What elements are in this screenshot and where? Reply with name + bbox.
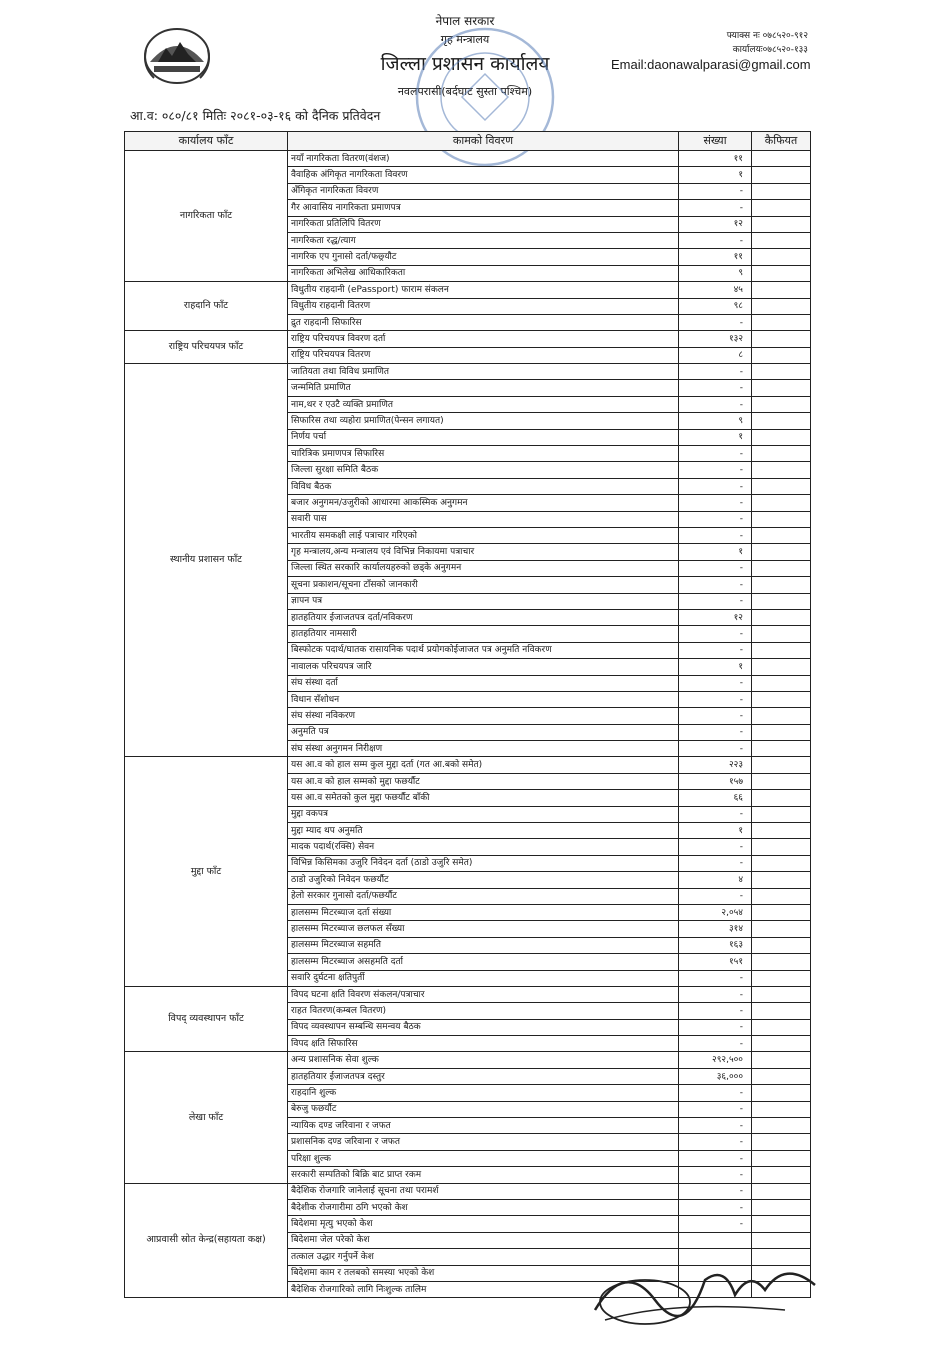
- row-count: ४५: [679, 282, 752, 298]
- row-count: -: [679, 855, 752, 871]
- office-name: जिल्ला प्रशासन कार्यालय: [380, 53, 550, 75]
- row-description: यस आ.व को हाल सम्मको मुद्दा फछर्यौट: [288, 773, 679, 789]
- row-description: बिदेशमा मृत्यु भएको केश: [288, 1216, 679, 1232]
- table-row: [125, 1183, 811, 1199]
- row-remarks: [752, 577, 811, 593]
- row-description: सूचना प्रकाशन/सूचना टाँसको जानकारी: [288, 577, 679, 593]
- row-count: १२: [679, 609, 752, 625]
- row-remarks: [752, 921, 811, 937]
- row-description: मुद्दा वकपत्र: [288, 806, 679, 822]
- ministry-name: गृह मन्त्रालय: [440, 33, 490, 46]
- row-description: बैदेशिक रोजगारि जानेलाई सूचना तथा परामर्श: [288, 1183, 679, 1199]
- row-count: -: [679, 1101, 752, 1117]
- row-description: सवारी पास: [288, 511, 679, 527]
- row-count: ३६,०००: [679, 1068, 752, 1084]
- fax-number: फ्याक्स नः ०७८५२०-९१२: [726, 31, 808, 41]
- nepal-emblem-icon: [140, 22, 214, 86]
- row-remarks: [752, 642, 811, 658]
- row-description: राष्ट्रिय परिचयपत्र विवरण दर्ता: [288, 331, 679, 347]
- row-description: तत्काल उद्धार गर्नुपर्ने केश: [288, 1249, 679, 1265]
- row-remarks: [752, 183, 811, 199]
- row-count: -: [679, 396, 752, 412]
- table-row: [125, 364, 811, 380]
- row-description: विपद व्यवस्थापन सम्बन्धि समन्वय बैठक: [288, 1019, 679, 1035]
- row-remarks: [752, 872, 811, 888]
- row-remarks: [752, 1200, 811, 1216]
- row-description: बेरुजु फछर्यौट: [288, 1101, 679, 1117]
- row-description: बजार अनुगमन/उजुरीको आधारमा आकस्मिक अनुगमन: [288, 495, 679, 511]
- row-count: -: [679, 806, 752, 822]
- row-description: संघ संस्था नविकरण: [288, 708, 679, 724]
- row-remarks: [752, 855, 811, 871]
- row-count: -: [679, 577, 752, 593]
- row-description: विधान सँशोधन: [288, 691, 679, 707]
- row-description: बिदेशमा काम र तलबको समस्या भएको केश: [288, 1265, 679, 1281]
- row-count: २२३: [679, 757, 752, 773]
- row-count: १६३: [679, 937, 752, 953]
- row-remarks: [752, 986, 811, 1002]
- row-description: मुद्दा म्याद थप अनुमति: [288, 823, 679, 839]
- row-remarks: [752, 560, 811, 576]
- row-count: १२: [679, 216, 752, 232]
- row-remarks: [752, 429, 811, 445]
- row-description: निर्णय पर्चा: [288, 429, 679, 445]
- row-description: विधुतीय राहदानी (ePassport) फाराम संकलन: [288, 282, 679, 298]
- row-remarks: [752, 839, 811, 855]
- row-remarks: [752, 314, 811, 330]
- row-remarks: [752, 200, 811, 216]
- row-count: १५१: [679, 954, 752, 970]
- row-remarks: [752, 331, 811, 347]
- row-description: राष्ट्रिय परिचयपत्र वितरण: [288, 347, 679, 363]
- row-description: नावालक परिचयपत्र जारि: [288, 659, 679, 675]
- row-description: अँगिकृत नागरिकता विवरण: [288, 183, 679, 199]
- row-description: जिल्ला स्थित सरकारि कार्यालयहरुको छड्के अनुगमन: [288, 560, 679, 576]
- row-description: नागरिकता रद्ध/त्याग: [288, 232, 679, 248]
- row-count: -: [679, 691, 752, 707]
- row-remarks: [752, 462, 811, 478]
- row-count: -: [679, 380, 752, 396]
- row-remarks: [752, 1183, 811, 1199]
- row-count: ११: [679, 249, 752, 265]
- table-row: [125, 757, 811, 773]
- table-header-row: [125, 132, 811, 151]
- row-remarks: [752, 904, 811, 920]
- row-count: -: [679, 183, 752, 199]
- row-count: -: [679, 1200, 752, 1216]
- section-name: स्थानीय प्रशासन फाँट: [125, 364, 288, 757]
- row-remarks: [752, 1101, 811, 1117]
- row-remarks: [752, 495, 811, 511]
- report-title: आ.व: ०८०/८१ मितिः २०८१-०३-१६ को दैनिक प्रतिवेदन: [130, 108, 381, 123]
- row-remarks: [752, 396, 811, 412]
- row-description: प्रशासनिक दण्ड जरिवाना र जफत: [288, 1134, 679, 1150]
- row-count: -: [679, 839, 752, 855]
- row-count: -: [679, 642, 752, 658]
- row-description: राहदानि शुल्क: [288, 1085, 679, 1101]
- row-description: हालसम्म मिटरब्याज असहमति दर्ता: [288, 954, 679, 970]
- row-count: -: [679, 1216, 752, 1232]
- row-count: -: [679, 1118, 752, 1134]
- row-description: हातहतियार नामसारी: [288, 626, 679, 642]
- row-remarks: [752, 282, 811, 298]
- row-count: ९: [679, 413, 752, 429]
- row-description: न्यायिक दण्ड जरिवाना र जफत: [288, 1118, 679, 1134]
- row-remarks: [752, 609, 811, 625]
- section-name: नागरिकता फाँट: [125, 151, 288, 282]
- row-description: अनुमति पत्र: [288, 724, 679, 740]
- row-description: मादक पदार्थ(रक्सि) सेवन: [288, 839, 679, 855]
- row-remarks: [752, 741, 811, 757]
- row-count: -: [679, 1167, 752, 1183]
- row-count: -: [679, 495, 752, 511]
- row-count: -: [679, 560, 752, 576]
- row-remarks: [752, 1134, 811, 1150]
- row-remarks: [752, 151, 811, 167]
- row-count: -: [679, 1019, 752, 1035]
- row-count: ९: [679, 265, 752, 281]
- office-location: नवलपरासी(बर्दघाट सुस्ता पश्चिम): [397, 85, 533, 98]
- row-count: १: [679, 823, 752, 839]
- row-count: -: [679, 741, 752, 757]
- row-description: बिस्फोटक पदार्थ/घातक रासायनिक पदार्थ प्रयोगकोईजाजत पत्र अनुमति नविकरण: [288, 642, 679, 658]
- header-section: कार्यालय फाँट: [125, 132, 288, 151]
- office-phone: कार्यालयः०७८५२०-१३३: [732, 45, 808, 55]
- row-description: जातियता तथा विविध प्रमाणित: [288, 364, 679, 380]
- row-count: -: [679, 232, 752, 248]
- table-row: [125, 1052, 811, 1068]
- row-remarks: [752, 265, 811, 281]
- row-description: विपद क्षति सिफारिस: [288, 1036, 679, 1052]
- row-remarks: [752, 970, 811, 986]
- row-remarks: [752, 708, 811, 724]
- row-count: -: [679, 593, 752, 609]
- row-remarks: [752, 1019, 811, 1035]
- row-description: द्रुत राहदानी सिफारिस: [288, 314, 679, 330]
- row-count: -: [679, 1085, 752, 1101]
- row-description: हेलो सरकार गुनासो दर्ता/फछर्यौट: [288, 888, 679, 904]
- row-count: १: [679, 429, 752, 445]
- table-row: [125, 151, 811, 167]
- row-remarks: [752, 1052, 811, 1068]
- section-name: राष्ट्रिय परिचयपत्र फाँट: [125, 331, 288, 364]
- row-count: -: [679, 314, 752, 330]
- row-remarks: [752, 1036, 811, 1052]
- row-count: १५७: [679, 773, 752, 789]
- row-description: सिफारिस तथा व्यहोरा प्रमाणित(पेन्सन लगायत): [288, 413, 679, 429]
- row-remarks: [752, 806, 811, 822]
- row-remarks: [752, 1068, 811, 1084]
- row-count: १: [679, 544, 752, 560]
- table-row: [125, 986, 811, 1002]
- row-count: २,०५४: [679, 904, 752, 920]
- row-description: नागरिक एप गुनासो दर्ता/फछ्र्यौट: [288, 249, 679, 265]
- section-name: लेखा फाँट: [125, 1052, 288, 1183]
- row-remarks: [752, 527, 811, 543]
- row-description: संघ संस्था अनुगमन निरीक्षण: [288, 741, 679, 757]
- row-remarks: [752, 298, 811, 314]
- section-name: राहदानि फाँट: [125, 282, 288, 331]
- office-email: Email:daonawalparasi@gmail.com: [611, 57, 811, 72]
- row-remarks: [752, 167, 811, 183]
- row-description: हातहतियार ईजाजतपत्र दर्ता/नविकरण: [288, 609, 679, 625]
- row-description: सवारि दुर्घटना क्षतिपुर्ती: [288, 970, 679, 986]
- row-remarks: [752, 1216, 811, 1232]
- row-description: विधुतीय राहदानी वितरण: [288, 298, 679, 314]
- row-remarks: [752, 773, 811, 789]
- government-name: नेपाल सरकार: [435, 14, 495, 28]
- row-remarks: [752, 446, 811, 462]
- row-description: हालसम्म मिटरब्याज दर्ता संख्या: [288, 904, 679, 920]
- row-remarks: [752, 937, 811, 953]
- row-remarks: [752, 626, 811, 642]
- header-description: कामको विवरण: [288, 132, 679, 151]
- row-remarks: [752, 232, 811, 248]
- row-description: परिक्षा शुल्क: [288, 1150, 679, 1166]
- row-remarks: [752, 544, 811, 560]
- row-remarks: [752, 1150, 811, 1166]
- row-remarks: [752, 790, 811, 806]
- row-description: जिल्ला सुरक्षा समिति बैठक: [288, 462, 679, 478]
- row-description: भारतीय समकक्षी लाई पत्राचार गरिएको: [288, 527, 679, 543]
- row-count: १: [679, 659, 752, 675]
- table-row: [125, 331, 811, 347]
- row-count: -: [679, 675, 752, 691]
- header-remarks: कैफियत: [752, 132, 811, 151]
- signature-icon: [585, 1240, 825, 1340]
- row-count: ४: [679, 872, 752, 888]
- row-description: हातहतियार ईजाजतपत्र दस्तुर: [288, 1068, 679, 1084]
- row-count: १: [679, 167, 752, 183]
- row-description: विपद घटना क्षति विवरण संकलन/पत्राचार: [288, 986, 679, 1002]
- row-description: बैदेशीक रोजगारीमा ठगि भएको केश: [288, 1200, 679, 1216]
- row-remarks: [752, 888, 811, 904]
- row-description: ज्ञापन पत्र: [288, 593, 679, 609]
- row-description: विविध बैठक: [288, 478, 679, 494]
- row-count: -: [679, 364, 752, 380]
- row-remarks: [752, 216, 811, 232]
- row-count: -: [679, 888, 752, 904]
- row-description: वैवाहिक अंगिकृत नागरिकता विवरण: [288, 167, 679, 183]
- daily-report-table: [124, 131, 811, 1298]
- row-remarks: [752, 954, 811, 970]
- row-remarks: [752, 675, 811, 691]
- row-remarks: [752, 1085, 811, 1101]
- row-count: -: [679, 446, 752, 462]
- row-count: -: [679, 626, 752, 642]
- row-count: -: [679, 462, 752, 478]
- row-count: -: [679, 200, 752, 216]
- row-count: -: [679, 1134, 752, 1150]
- row-count: -: [679, 970, 752, 986]
- row-remarks: [752, 413, 811, 429]
- row-count: -: [679, 1150, 752, 1166]
- row-count: -: [679, 986, 752, 1002]
- row-remarks: [752, 593, 811, 609]
- row-count: -: [679, 511, 752, 527]
- row-description: नागरिकता प्रतिलिपि वितरण: [288, 216, 679, 232]
- row-remarks: [752, 380, 811, 396]
- row-description: बिदेशमा जेल परेको केश: [288, 1232, 679, 1248]
- section-name: विपद् व्यवस्थापन फाँट: [125, 986, 288, 1052]
- row-description: बैदेशिक रोजगारिको लागि निःशुल्क तालिम: [288, 1281, 679, 1297]
- row-remarks: [752, 364, 811, 380]
- row-count: -: [679, 1183, 752, 1199]
- row-remarks: [752, 347, 811, 363]
- row-remarks: [752, 511, 811, 527]
- row-count: ८: [679, 347, 752, 363]
- row-remarks: [752, 249, 811, 265]
- row-description: यस आ.व समेतको कुल मुद्दा फछर्यौट बाँकी: [288, 790, 679, 806]
- row-remarks: [752, 724, 811, 740]
- row-remarks: [752, 1003, 811, 1019]
- row-remarks: [752, 691, 811, 707]
- row-description: ठाडो उजुरिको निवेदन फछर्यौट: [288, 872, 679, 888]
- row-count: ११: [679, 151, 752, 167]
- row-count: १३२: [679, 331, 752, 347]
- section-name: आप्रवासी स्रोत केन्द्र(सहायता कक्ष): [125, 1183, 288, 1298]
- row-description: राहत वितरण(कम्बल वितरण): [288, 1003, 679, 1019]
- table-row: [125, 282, 811, 298]
- row-remarks: [752, 478, 811, 494]
- row-description: अन्य प्रशासनिक सेवा शुल्क: [288, 1052, 679, 1068]
- row-description: यस आ.व को हाल सम्म कुल मुद्दा दर्ता (गत आ.बको समेत): [288, 757, 679, 773]
- row-description: हालसम्म मिटरब्याज सहमति: [288, 937, 679, 953]
- row-description: गैर आवासिय नागरिकता प्रमाणपत्र: [288, 200, 679, 216]
- row-count: -: [679, 1036, 752, 1052]
- row-remarks: [752, 1167, 811, 1183]
- row-description: सरकारी सम्पतिको बिक्रि बाट प्राप्त रकम: [288, 1167, 679, 1183]
- row-count: ९८: [679, 298, 752, 314]
- row-description: जन्ममिति प्रमाणित: [288, 380, 679, 396]
- row-count: ३१४: [679, 921, 752, 937]
- row-description: नागरिकता अभिलेख आधिकारिकता: [288, 265, 679, 281]
- row-description: चारित्रिक प्रमाणपत्र सिफारिस: [288, 446, 679, 462]
- row-count: २९२,५००: [679, 1052, 752, 1068]
- row-count: -: [679, 478, 752, 494]
- row-remarks: [752, 757, 811, 773]
- row-description: गृह मन्त्रालय,अन्य मन्त्रालय एवं विभिन्न निकायमा पत्राचार: [288, 544, 679, 560]
- section-name: मुद्दा फाँट: [125, 757, 288, 986]
- row-count: -: [679, 527, 752, 543]
- row-description: नयाँ नागरिकता वितरण(वंशज): [288, 151, 679, 167]
- row-remarks: [752, 823, 811, 839]
- row-remarks: [752, 659, 811, 675]
- row-count: -: [679, 708, 752, 724]
- row-remarks: [752, 1118, 811, 1134]
- row-count: ६६: [679, 790, 752, 806]
- row-count: -: [679, 1003, 752, 1019]
- row-description: विभिन्न किसिमका उजुरि निवेदन दर्ता (ठाडो उजुरि समेत): [288, 855, 679, 871]
- row-description: संघ संस्था दर्ता: [288, 675, 679, 691]
- row-count: -: [679, 724, 752, 740]
- row-description: नाम,थर र एउटै व्यक्ति प्रमाणित: [288, 396, 679, 412]
- row-description: हालसम्म मिटरब्याज छलफल सँख्या: [288, 921, 679, 937]
- header-count: संख्या: [679, 132, 752, 151]
